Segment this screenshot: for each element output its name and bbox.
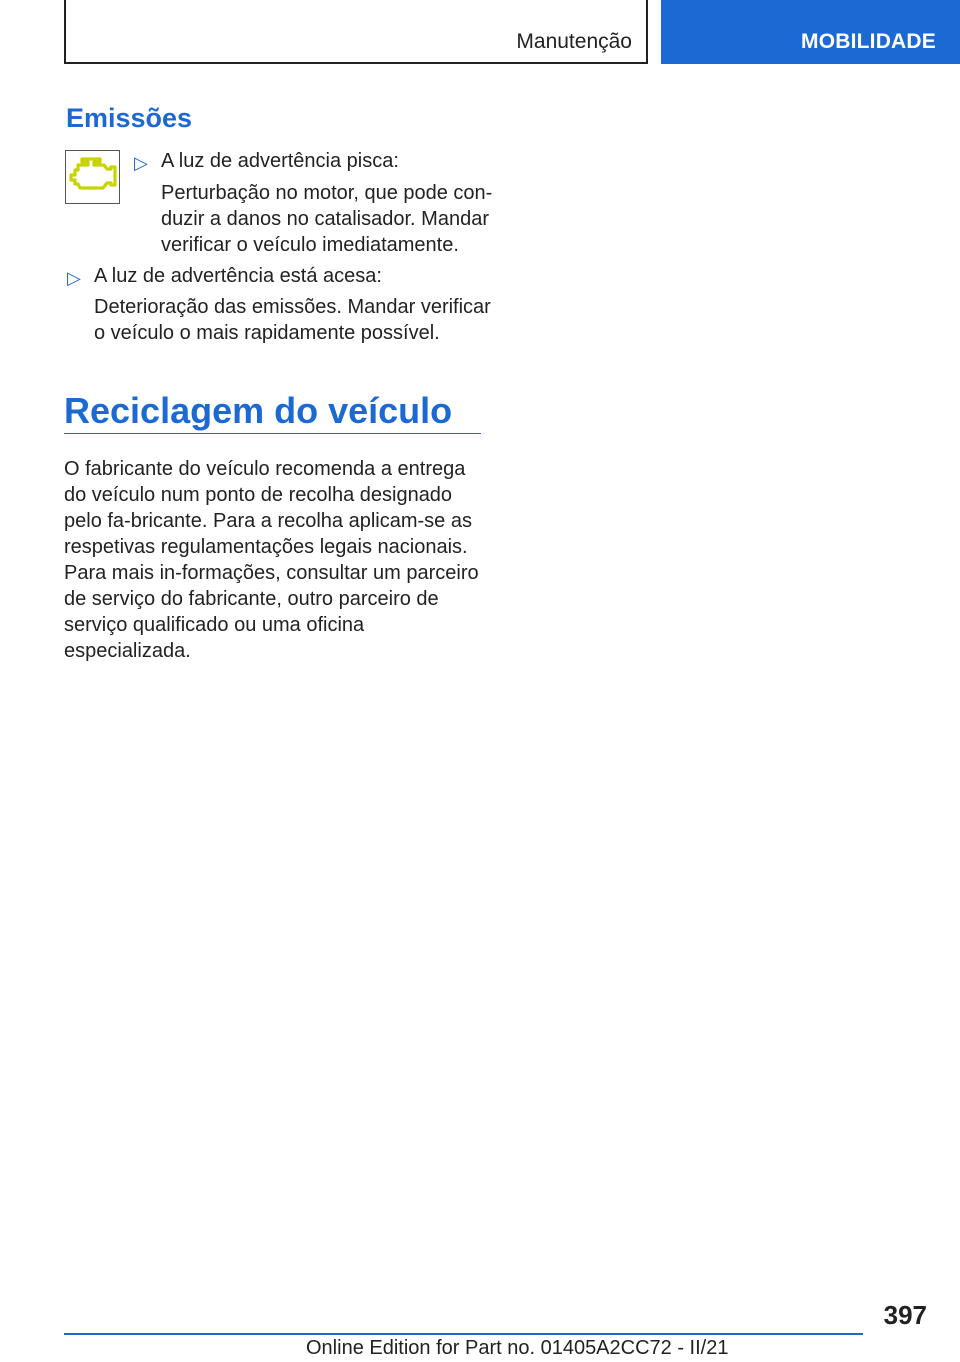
chapter-tab[interactable]: MOBILIDADE — [661, 0, 960, 64]
recycling-paragraph: O fabricante do veículo recomenda a entrega do veículo num ponto de recolha designado pelo fa-bricante. Para a recolha aplicam-se as respetivas regulamentações legais nacionais. Para mais in-formações, consultar um parceiro de serviço do fabricante, outro parceiro de serviço qualificado ou uma oficina especializada. — [64, 458, 479, 662]
description-line: Perturbação no motor, que pode con- — [161, 182, 493, 204]
heading-divider — [64, 433, 481, 434]
description-line: duzir a danos no catalisador. Mandar — [161, 208, 489, 230]
condition-text: A luz de advertência está acesa: — [94, 265, 382, 287]
emissions-heading: Emissões — [66, 103, 193, 133]
engine-check-icon — [65, 150, 120, 204]
page-number: 397 — [883, 1300, 927, 1330]
description-line: o veículo o mais rapidamente possível. — [94, 322, 440, 344]
description-line: verificar o veículo imediatamente. — [161, 234, 459, 256]
condition-text: A luz de advertência pisca: — [161, 150, 399, 172]
list-bullet-icon: ▷ — [67, 268, 81, 288]
header-section-title: Manutenção — [516, 30, 632, 53]
recycling-heading: Reciclagem do veículo — [64, 390, 453, 431]
list-bullet-icon: ▷ — [134, 153, 148, 173]
header-box — [64, 0, 648, 64]
footer-divider — [64, 1333, 863, 1335]
description-line: Deterioração das emissões. Mandar verificar — [94, 296, 491, 318]
edition-footer: Online Edition for Part no. 01405A2CC72 - II/21 — [306, 1337, 729, 1359]
